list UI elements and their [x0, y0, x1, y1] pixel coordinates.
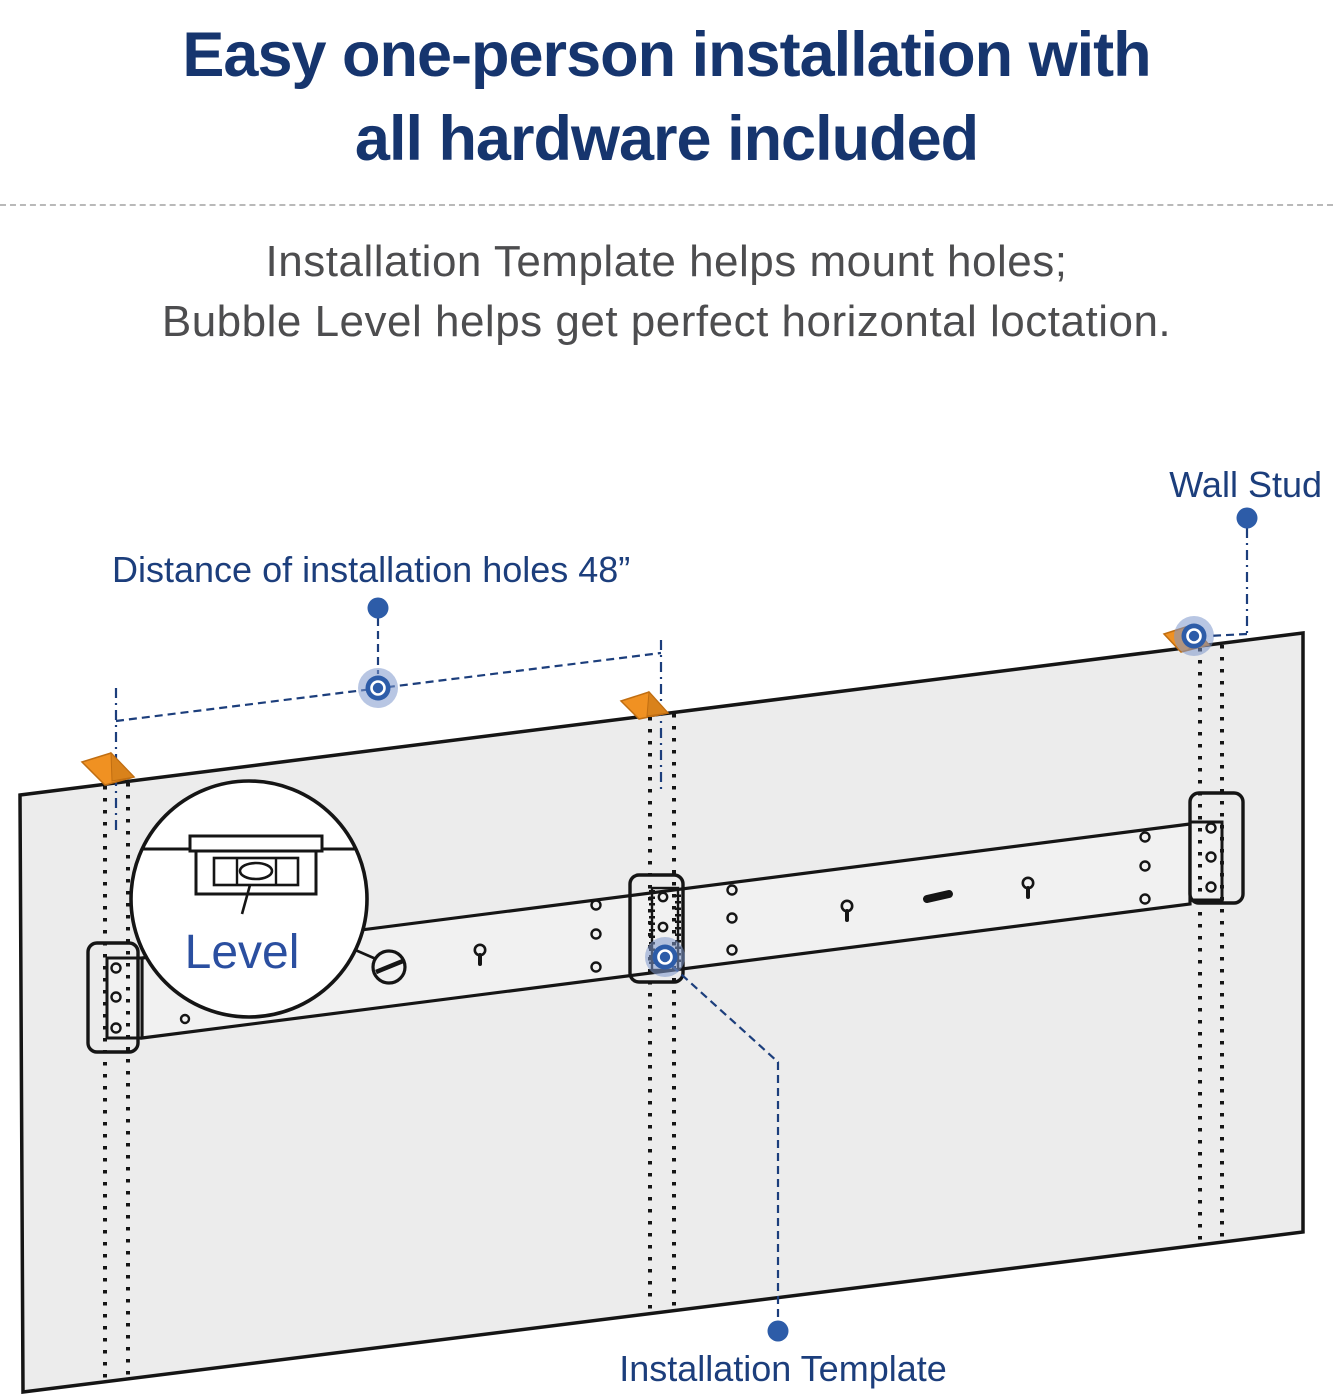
header [0, 0, 1333, 353]
leader-dot [368, 598, 389, 619]
hole-marker-icon [1174, 616, 1214, 656]
page-subtitle [0, 232, 1333, 353]
installation-template-label: Installation Template [619, 1348, 947, 1389]
wall-stud-label: Wall Stud [1169, 464, 1322, 505]
slot-hole [927, 894, 949, 899]
leader-dot [768, 1321, 789, 1342]
bubble-level-icon [190, 836, 322, 894]
level-label: Level [184, 926, 300, 979]
subtitle-line-1: Installation Template helps mount holes; [265, 236, 1068, 286]
title-line-1: Easy one-person installation with [182, 20, 1151, 90]
dashed-divider [0, 204, 1333, 206]
subtitle-line-2: Bubble Level helps get perfect horizontal loctation. [161, 297, 1172, 347]
page-title [0, 0, 1333, 182]
distance-label: Distance of installation holes 48” [112, 549, 631, 590]
stud-block-middle [621, 692, 668, 719]
leader-dot [1237, 508, 1258, 529]
magnifier-circle [131, 781, 367, 1017]
screw-head-icon [373, 951, 405, 983]
title-line-2: all hardware included [354, 103, 979, 174]
hole-marker-icon [645, 937, 685, 977]
hole-marker-icon [358, 668, 398, 708]
